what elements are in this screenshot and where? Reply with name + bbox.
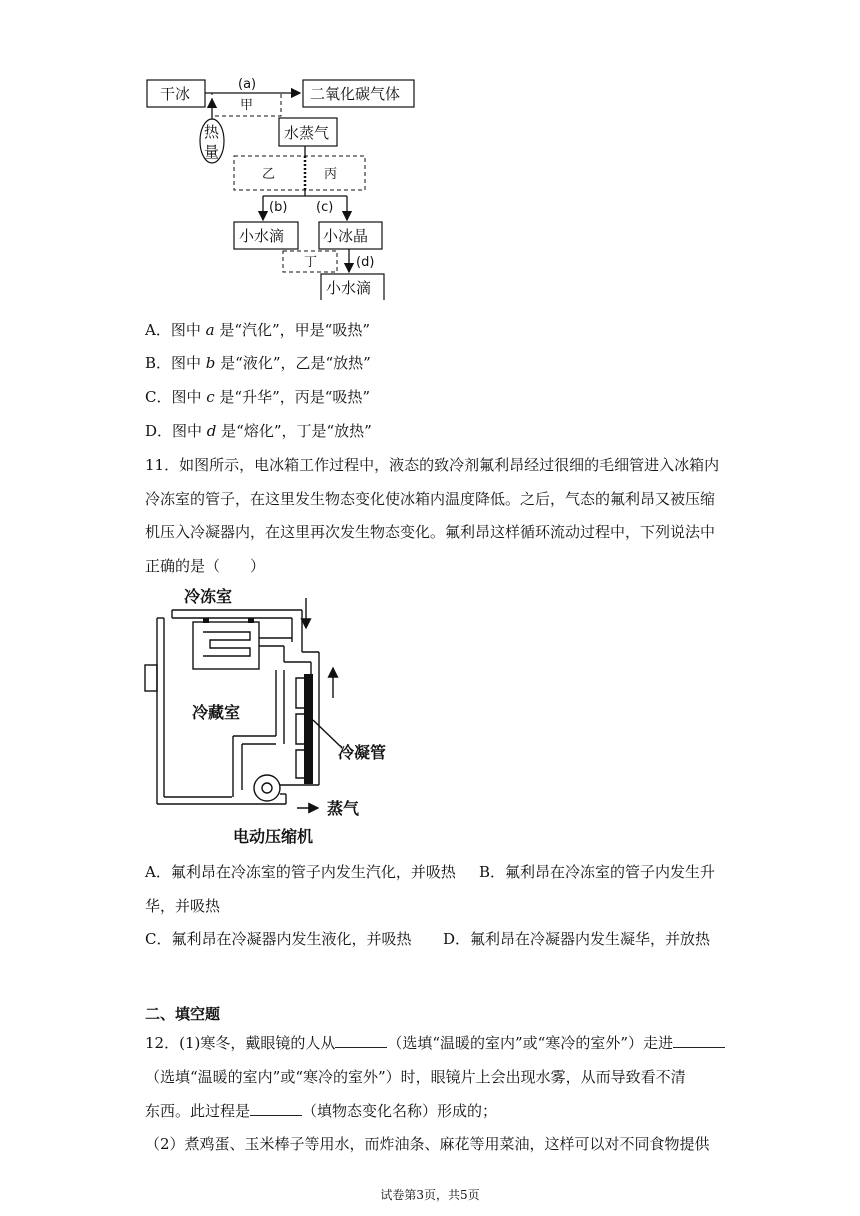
q11-stem-line-1: 11．如图所示，电冰箱工作过程中，液态的致冷剂氟利昂经过很细的毛细管进入冰箱内 [145,456,720,474]
q11-option-b-line-2: 华，并吸热 [145,897,221,915]
q10-option-d [145,421,372,441]
small-ice-crystal-label: 小冰晶 [323,227,369,245]
q10-option-b [145,353,371,373]
q12-text-1a: 12．(1)寒冬，戴眼镜的人从 [145,1034,336,1052]
page-footer: 试卷第3页，共5页 [380,1188,480,1202]
freezer-label: 冷冻室 [184,587,233,606]
q11-option-a: A．氟利昂在冷冻室的管子内发生汽化，并吸热 [145,863,456,881]
q12-line-4 [145,1134,710,1154]
label-b: (b) [269,200,288,215]
freezer-evaporator [193,622,259,669]
q12-blank-2[interactable] [673,1033,725,1048]
heat-label-bottom: 量 [204,143,220,161]
small-water-drop-label-2: 小水滴 [326,279,372,297]
dry-ice-label: 干冰 [160,85,191,103]
q12-text-4a: （2）煮鸡蛋、玉米棒子等用水，而炸油条、麻花等用菜油，这样可以对不同食物提供 [145,1135,710,1153]
co2-gas-label: 二氧化碳气体 [310,85,401,103]
q10-option-d-prefix: D．图中 [145,422,207,440]
q11-stem-line-3: 机压入冷凝器内，在这里再次发生物态变化。氟利昂这样循环流动过程中，下列说法中 [145,523,716,541]
section-2-title: 二、填空题 [145,1005,221,1023]
q11-stem-line-2: 冷冻室的管子，在这里发生物态变化使冰箱内温度降低。之后，气态的氟利昂又被压缩 [145,490,716,508]
condenser-label: 冷凝管 [338,743,387,762]
q12-text-3b: （填物态变化名称）形成的； [302,1102,498,1120]
q10-option-c-var: c [206,388,215,406]
door-handle [145,665,157,691]
small-water-drop-label: 小水滴 [239,227,285,245]
q10-option-c-prefix: C．图中 [145,388,207,406]
label-yi: 乙 [262,167,276,182]
q11-option-d: D．氟利昂在冷凝器内发生凝华，并放热 [443,930,711,948]
q10-option-a-var: a [205,321,215,339]
label-jia: 甲 [240,98,254,113]
q10-option-d-suffix: 是“熔化”，丁是“放热” [216,422,372,440]
q12-line-3 [145,1101,497,1121]
q12-text-1b: （选填“温暖的室内”或“寒冷的室外”）走进 [387,1034,674,1052]
q10-option-c-suffix: 是“升华”，丙是“吸热” [214,388,371,406]
q10-option-b-suffix: 是“液化”，乙是“放热” [215,354,371,372]
label-d: (d) [356,255,375,270]
steam-label: 蒸气 [327,799,360,818]
label-a: (a) [238,77,257,92]
q10-option-d-var: d [206,422,217,440]
q10-option-c [145,387,370,407]
water-vapor-label: 水蒸气 [284,124,330,142]
q10-option-b-var: b [205,354,216,372]
q11-option-c: C．氟利昂在冷凝器内发生液化，并吸热 [145,930,412,948]
compressor-body [254,775,280,801]
heat-label-top: 热 [204,123,220,141]
q11-stem-line-4: 正确的是（ ） [145,557,266,575]
label-ding: 丁 [304,255,318,270]
q12-text-2a: （选填“温暖的室内”或“寒冷的室外”）时，眼镜片上会出现水雾，从而导致看不清 [145,1068,686,1086]
q12-text-3a: 东西。此过程是 [145,1102,251,1120]
label-bing: 丙 [324,167,338,182]
condenser-bar [304,674,313,784]
refrigerator-diagram [0,580,860,850]
q12-blank-3[interactable] [250,1101,302,1116]
q12-blank-1[interactable] [335,1033,387,1048]
q10-option-a-suffix: 是“汽化”，甲是“吸热” [214,321,371,339]
compressor-label: 电动压缩机 [233,827,314,846]
state-change-diagram [0,0,860,300]
q10-option-b-prefix: B．图中 [145,354,206,372]
label-c: (c) [316,200,334,215]
q12-line-1 [145,1033,725,1053]
q11-option-b-line-1: B．氟利昂在冷冻室的管子内发生升 [479,863,716,881]
q10-option-a-prefix: A．图中 [145,321,206,339]
fridge-label: 冷藏室 [192,703,241,722]
q12-line-2 [145,1067,686,1087]
yi-bing-dashed-box [234,156,365,190]
q10-option-a [145,320,370,340]
